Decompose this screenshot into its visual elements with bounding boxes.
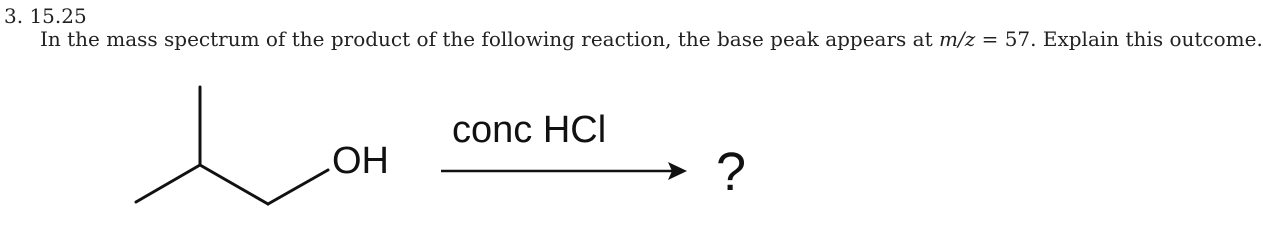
bond-to-ch2 bbox=[200, 165, 268, 204]
oh-label: OH bbox=[332, 140, 389, 182]
question-text-after: = 57. Explain this outcome. bbox=[975, 27, 1263, 51]
reagent-label: conc HCl bbox=[452, 109, 607, 151]
question-text-before: In the mass spectrum of the product of the following reaction, the base peak appears at bbox=[40, 27, 939, 51]
product-label: ? bbox=[716, 142, 747, 202]
reaction-arrow bbox=[441, 162, 687, 180]
question-number: 3. 15.25 bbox=[4, 4, 87, 28]
bond-left-methyl bbox=[136, 165, 200, 202]
mz-symbol: m/z bbox=[938, 27, 976, 51]
bond-to-oh bbox=[268, 170, 328, 204]
reactant-structure bbox=[136, 87, 328, 204]
